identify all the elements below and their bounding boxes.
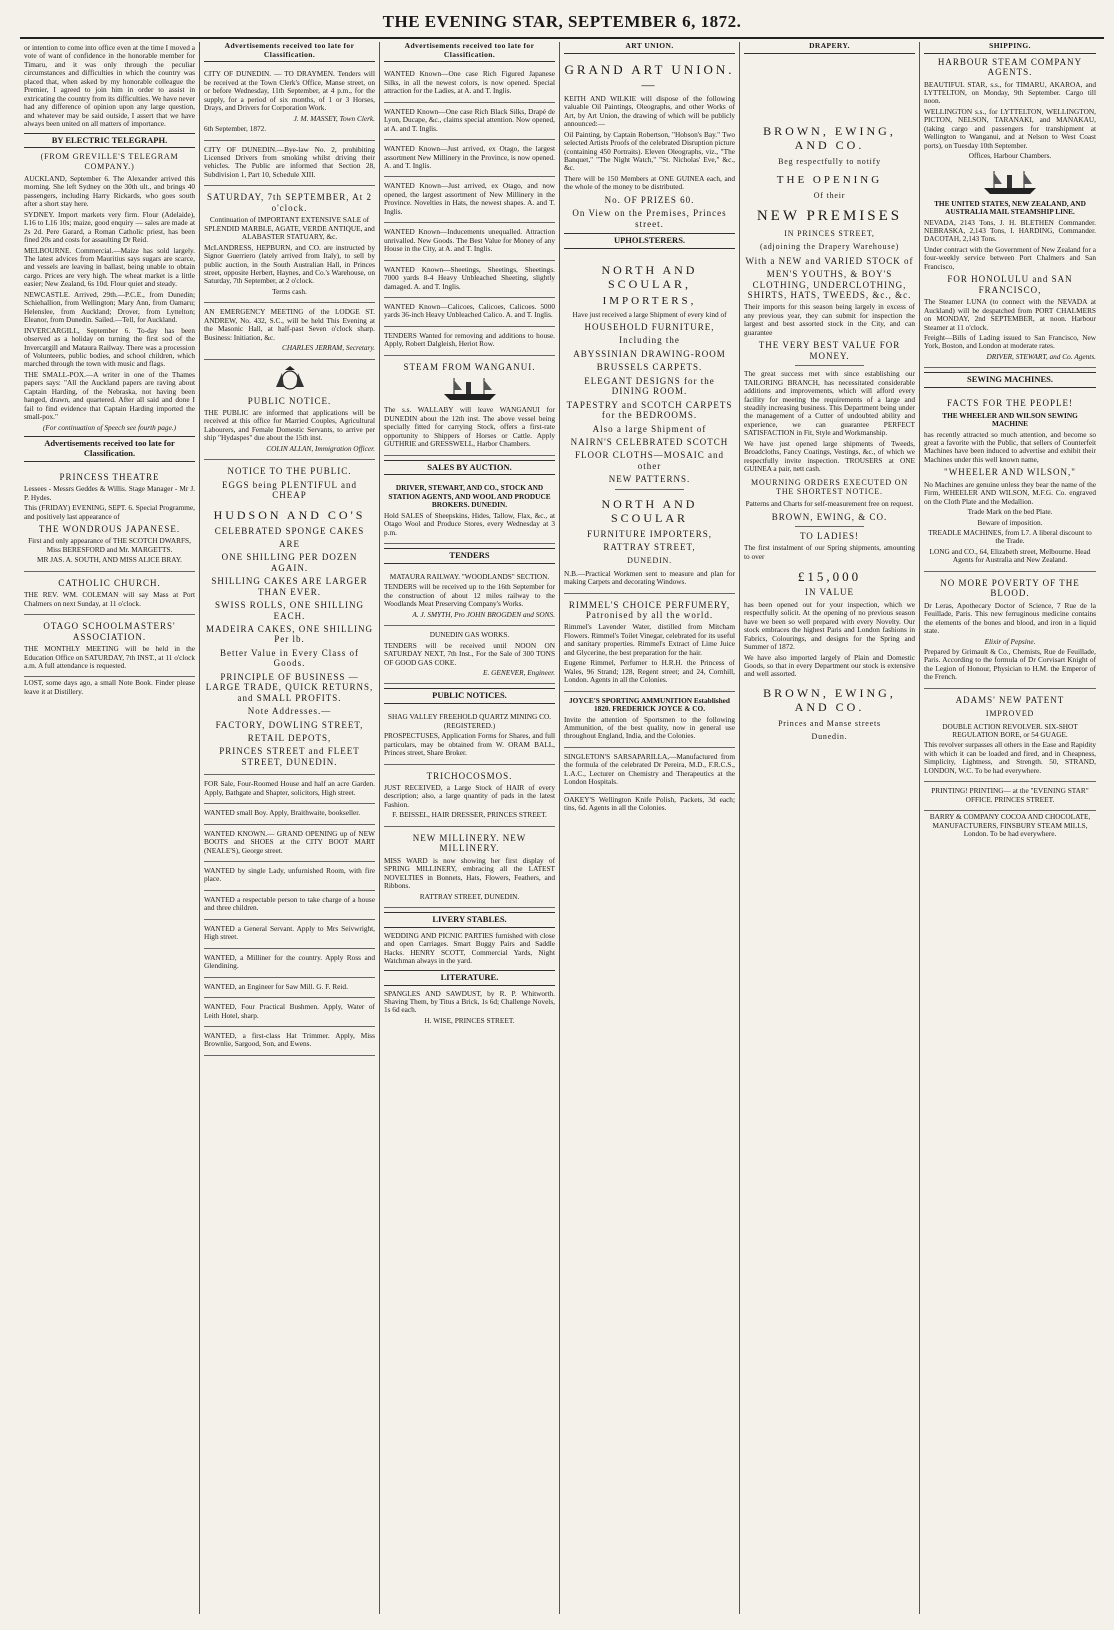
sale-body: McLANDRESS, HEPBURN, and CO. are instructed by Signor Guerriero (lately arrived from Italy), to sell by public auction, in the South Australian Hall, in Princes street, opposite Herbert, Haynes, and Co.'s Warehouse, on Saturday, 7th September, at 2 o'clock. <box>204 242 375 286</box>
wanted-ad <box>204 825 375 862</box>
rimmel-body: Rimmel's Lavender Water, distilled from Mitcham Flowers. Rimmel's Toilet Vinegar, celebrated for its useful and sanitary properties. Rimmel's Extract of Lime Juice and Glycerine, the best preparation for the hair. <box>564 622 735 657</box>
sale-date: SATURDAY, 7th SEPTEMBER, At 2 o'clock. <box>206 192 373 213</box>
bec-mourning: MOURNING ORDERS EXECUTED ON THE SHORTEST NOTICE. <box>751 477 908 496</box>
inglis-text: WANTED Known—Inducements unequalled. Attraction unrivalled. New Goods. The Best Value for Money of any House in the City, at A. and T. Inglis. <box>384 227 555 254</box>
wheeler-genuine: No Machines are genuine unless they bear the name of the Firm, WHEELER AND WILSON, M.F.G. Co. engraved on the Cloth Plate and the Medallion. <box>924 479 1096 506</box>
tricho-signature: F. BEISSEL, HAIR DRESSER, PRINCES STREET. <box>392 810 547 820</box>
gas-ad <box>384 626 555 684</box>
ladies-value: IN VALUE <box>805 587 854 598</box>
ns2-title: NORTH AND SCOULAR <box>601 496 698 525</box>
ns-item: ELEGANT DESIGNS for the DINING ROOM. <box>584 375 715 397</box>
adams-body: This revolver surpasses all others in the Ease and Rapidity with which it can be loaded and fired, and in Cheapness, Simplicity, Lightness, and Strength. 50, STRAND, LONDON, W.C. To be had everywhere. <box>924 740 1096 775</box>
column-1 <box>20 42 200 1614</box>
spacer <box>744 57 915 117</box>
driver-body: Hold SALES of Sheepskins, Hides, Tallow, Flax, &c., at Otago Wool and Produce Stores, every Wednesday at 3 p.m. <box>384 510 555 537</box>
draymen-ad <box>204 65 375 140</box>
column-6-heading: SHIPPING. <box>924 42 1096 54</box>
oakey-ad: OAKEY'S Wellington Knife Polish, Packets, 3d each; tins, 6d. Agents in all the Colonies. <box>564 794 735 813</box>
railway-title: MATAURA RAILWAY. "WOODLANDS" SECTION. <box>389 571 550 581</box>
bec-title: BROWN, EWING, AND CO. <box>763 123 896 152</box>
column-3-heading: Advertisements received too late for Classification. <box>384 42 555 62</box>
draymen-body: CITY OF DUNEDIN. — TO DRAYMEN. Tenders will be received at the Town Clerk's Office, Manse street, on or before Wednesday, 11th September, at 4 p.m., for the supply, for a period of six months, of 1 or 3 Horses, Drays, and Drivers for Corporation Work. <box>204 69 375 113</box>
bec-with: With a NEW and VARIED STOCK of <box>745 255 914 266</box>
otago-title: OTAGO SCHOOLMASTERS' ASSOCIATION. <box>43 621 176 642</box>
wanted-text: WANTED KNOWN.— GRAND OPENING up of NEW BOOTS and SHOES at the CITY BOOT MART (NEALE'S), George street. <box>204 828 375 855</box>
upholsterers-heading: UPHOLSTERERS. <box>564 233 735 249</box>
ns-item: Including the <box>619 335 680 346</box>
ns-item: FLOOR CLOTHS—MOSAIC and other <box>574 450 724 471</box>
draymen-signature: J. M. MASSEY, Town Clerk. <box>293 113 375 123</box>
auction-heading: SALES BY AUCTION. <box>384 460 555 476</box>
inglis-ad <box>384 223 555 260</box>
shag-valley-ad <box>384 708 555 764</box>
column-6 <box>920 42 1100 1614</box>
millinery-title: NEW MILLINERY. NEW MILLINERY. <box>412 832 527 854</box>
sarsaparilla-ad <box>564 748 735 794</box>
theatre-title: PRINCESS THEATRE <box>59 471 160 482</box>
wheeler-wilson-ad <box>924 392 1096 572</box>
adams-improved: IMPROVED <box>985 709 1035 719</box>
rimmel-signature: Eugene Rimmel, Perfumer to H.R.H. the Princess of Wales, 96 Strand; 128, Regent street; and 24, Cornhill, London. Agents in all the Colonies. <box>564 658 735 685</box>
wheeler-body: has recently attracted so much attention, and become so great a favorite with the Public, that sellers of Counterfeit Machines have been induced to advertise and exhibit their Machines under this well known name, <box>924 429 1096 464</box>
wanted-ad <box>204 998 375 1027</box>
bec-patterns: Patterns and Charts for self-measurement free on request. <box>745 499 914 509</box>
ns-importers: IMPORTERS, <box>602 294 697 307</box>
public-notice-title: PUBLIC NOTICE. <box>247 395 332 406</box>
pepsine-title: Elixir of Pepsine. <box>984 636 1036 646</box>
harbour-steam-title: HARBOUR STEAM COMPANY AGENTS. <box>937 56 1083 78</box>
wheeler-agents: LONG and CO., 64, Elizabeth street, Melbourne. Head Agents for Australia and New Zealand. <box>929 546 1091 565</box>
bec-the-opening: THE OPENING <box>776 173 883 186</box>
wheeler-quote: "WHEELER AND WILSON," <box>944 467 1076 478</box>
wanted-ad <box>204 775 375 804</box>
sarsaparilla-body: SINGLETON'S SARSAPARILLA,—Manufactured from the formula of the celebrated Dr Pereira, M.D., F.R.C.S., L.A.C., Lecturer on Chemistry and Therapeutics at the London Hospitals. <box>564 751 735 787</box>
hudson-line: PRINCES STREET and FLEET STREET, DUNEDIN. <box>219 746 360 767</box>
mail-line-luna: The Steamer LUNA (to connect with the NEVADA at Auckland) will be despatched from PORT CHALMERS on MONDAY, 2nd SEPTEMBER, at noon. Harbour Steamer at 11 o'clock. <box>924 297 1096 332</box>
art-union-body: KEITH AND WILKIE will dispose of the following valuable Oil Paintings, Oleographs, and other Works of Art, by Art Union, the drawing of which will be publicly announced:— <box>564 93 735 129</box>
trichocosmos-ad <box>384 765 555 827</box>
public-notice-body: THE PUBLIC are informed that applications will be received at this office for Married Couples, Agricultural Labourers, and Female Domestic Servants, to arrive per ship "Hydaspes" due about the 15th inst. <box>204 408 375 443</box>
wellington-steamer: WELLINGTON s.s., for LYTTELTON, WELLINGTON, PICTON, NELSON, TARANAKI, and MANAKAU, (taking cargo and passengers for transhipment at Wellington to Wanganui, and at Nelson to West Coast ports), on Tuesday 10th September. <box>924 106 1096 150</box>
lost-ad: LOST, some days ago, a small Note Book. Finder please leave it at Distillery. <box>24 678 195 696</box>
wheeler-title: THE WHEELER AND WILSON SEWING MACHINE <box>942 410 1078 429</box>
ns-item: Also a large Shipment of <box>592 423 707 434</box>
literature-signature: H. WISE, PRINCES STREET. <box>424 1015 515 1025</box>
ladies-amount: £15,000 <box>797 569 862 585</box>
wanted-text: WANTED, a first-class Hat Trimmer. Apply, Miss Brownlie, Sargood, Son, and Ewens. <box>204 1030 375 1049</box>
tenders-ad <box>384 327 555 356</box>
theatre-lessees: Lessees - Messrs Geddes & Willis. Stage Manager - Mr J. P. Hydes. <box>24 484 195 502</box>
ns-item: NAIRN'S CELEBRATED SCOTCH <box>570 436 729 447</box>
facts-title: FACTS FOR THE PEOPLE! <box>947 398 1073 409</box>
column-4 <box>560 42 740 1614</box>
shag-body: PROSPECTUSES, Application Forms for Shares, and full particulars, may be obtained from W. ORAM BALL, Princes street, Share Broker. <box>384 731 555 758</box>
railway-body: TENDERS will be received up to the 16th September for the construction of about 12 miles railway to the Woodlands Meat Preserving Company's Works. <box>384 582 555 609</box>
north-scoular-ad <box>564 253 735 594</box>
draymen-date: 6th September, 1872. <box>204 124 267 134</box>
mail-line-freight: Freight—Bills of Lading issued to San Francisco, New York, Boston, and London at moderate rates. <box>924 332 1096 351</box>
hudson-title: HUDSON AND CO'S <box>213 507 366 522</box>
leras-ad <box>924 572 1096 689</box>
joyce-ad <box>564 692 735 748</box>
wanted-ad <box>204 1027 375 1056</box>
otago-body: THE MONTHLY MEETING will be held in the Education Office on SATURDAY, 7th INST., at 11 o'clock a.m. A full attendance is requested. <box>24 644 195 670</box>
news-auckland: AUCKLAND, September 6. The Alexander arrived this morning. She left Sydney on the 30th ult., and brings 40 passengers, including Harry Rickards, who goes south after a short stay here. <box>24 173 195 209</box>
adams-title: ADAMS' NEW PATENT <box>955 694 1065 705</box>
tricho-body: JUST RECEIVED, a Large Stock of HAIR of every description; also, a large quantity of pads in the latest Fashion. <box>384 783 555 809</box>
steamer-title: STEAM FROM WANGANUI. <box>403 361 536 372</box>
art-union-prizes: No. OF PRIZES 60. <box>604 194 695 205</box>
steamship-icon <box>440 376 500 402</box>
millinery-ad <box>384 827 555 908</box>
ns-title: NORTH AND SCOULAR, <box>601 263 698 291</box>
railway-ad <box>384 568 555 626</box>
speech-continuation: or intention to come into office even at the time I moved a vote of want of confidence in the honorable member for Timaru, and it was only through the peculiar circumstances and difficulties in which the country was placed that, when asked by my honorable colleague the Premier, I agreed to join him in order to assist in extricating the country from its difficulties. We have never had any difference of opinion upon any large question, and whatever may be said outside, I assert that we have always been united on all matters of importance. <box>24 43 195 129</box>
rimmel-ad <box>564 594 735 692</box>
inglis-text: WANTED Known—Sheetings, Sheetings, Sheetings. 7000 yards 8-4 Heavy Unbleached Sheeting, slightly damaged. A. and T. Inglis. <box>384 264 555 291</box>
driver-stewart-ad <box>384 479 555 544</box>
hudson-line: SHILLING CAKES ARE LARGER THAN EVER. <box>211 576 368 597</box>
gas-title: DUNEDIN GAS WORKS. <box>429 630 510 640</box>
mail-line-contract: Under contract with the Government of New Zealand for a four-weekly service between Port Chalmers and San Francisco, <box>924 244 1096 271</box>
pepsine-body: Prepared by Grimault & Co., Chemists, Rue de Feuillade, Paris. According to the formula of Dr Corvisart Knight of the Legion of Honour, Physician to H.M. the Emperor of the French. <box>924 646 1096 682</box>
bec-opened: We have just opened large shipments of Tweeds, Broadcloths, Fancy Coatings, Vestings, &c., of which we respectfully invite inspection. TROUSERS at ONE GUINEA a pair, nett cash. <box>744 438 915 474</box>
steamer-ad <box>384 356 555 456</box>
public-notice-signature: COLIN ALLAN, Immigration Officer. <box>266 443 375 453</box>
literature-heading: LITERATURE. <box>384 970 555 986</box>
bec-city: Dunedin. <box>811 732 848 742</box>
art-union-works: Oil Painting, by Captain Robertson, "Hobson's Bay." Two selected Artists Proofs of the celebrated Disruption picture (containing 450 Portraits). Eleven Oleographs, viz., "The Banquet," "The Night Watch," "St. Nicholas' Eve," &c., &c. <box>564 129 735 173</box>
tenders-text: TENDERS Wanted for removing and additions to house. Apply, Robert Dalgleish, Heriot Row. <box>384 330 555 349</box>
otago-ad <box>24 615 195 677</box>
livery-heading: LIVERY STABLES. <box>384 912 555 928</box>
hudson-line: MADEIRA CAKES, ONE SHILLING Per lb. <box>206 624 373 645</box>
beautiful-star: BEAUTIFUL STAR, s.s., for TIMARU, AKAROA, and LYTTELTON, on Monday, 9th September. Cargo till noon. <box>924 79 1096 106</box>
wanted-ad <box>204 920 375 949</box>
catholic-ad <box>24 572 195 615</box>
wanted-ad <box>204 949 375 978</box>
news-smallpox: THE SMALL-POX.—A writer in one of the Thames papers says: "All the Auckland papers are raving about Captain Harding, of the Nebraska, not having been hanged, drawn, and quartered. After all said and done I fail to find evidence that Captain Harding imported the small-pox." <box>24 369 195 422</box>
bec-value: THE VERY BEST VALUE FOR MONEY. <box>758 340 901 361</box>
gas-body: TENDERS will be received until NOON ON SATURDAY NEXT, 7th Inst., For the Sale of 300 TONS OF GOOD GAS COKE. <box>384 640 555 667</box>
wanted-text: FOR Sale, Four-Roomed House and half an acre Garden. Apply, Bathgate and Shapter, solicitors, High street. <box>204 779 375 797</box>
ns-item: ABYSSINIAN DRAWING-ROOM <box>573 348 726 359</box>
mail-line-ad <box>924 163 1096 369</box>
tricho-title: TRICHOCOSMOS. <box>426 770 513 781</box>
art-union-view: On View on the Premises, Princes street. <box>572 208 727 229</box>
poverty-body: Dr Leras, Apothecary Doctor of Science, 7 Rue de la Feuillade, Paris. This new ferruginous medicine contains the elements of the bones and blood, and iron in a liquid state. <box>924 600 1096 636</box>
literature-body: SPANGLES AND SAWDUST, by R. P. Whitworth. Shaving Them, by Titus a Brick, 1s 6d; Challenge Novels, 1s 6d each. <box>384 988 555 1015</box>
theatre-dwarfs: First and only appearance of THE SCOTCH DWARFS, Miss BERESFORD and Mr. MARGETTS. <box>28 536 191 554</box>
bec-imports: Their imports for this season being largely in excess of any previous year, they can submit for inspection the largest and best assorted stock in the City, and can guarantee <box>744 302 915 337</box>
news-invercargill: INVERCARGILL, September 6. To-day has been observed as a holiday on turning the first sod of the Invercargill and Mataura Railway. There was a procession of Volunteers, public bodies, and school children, which marched through the town with music and flags. <box>24 325 195 369</box>
sale-subtitle: Continuation of IMPORTANT EXTENSIVE SALE of SPLENDID MARBLE, AGATE, VERDE ANTIQUE, and ALABASTER STATUARY, &c. <box>204 215 375 242</box>
lodge-body: AN EMERGENCY MEETING of the LODGE ST. ANDREW, No. 432, S.C., will be held This Evening at the Masonic Hall, at half-past Seven o'clock sharp. Business: Initiation, &c. <box>204 307 375 342</box>
news-newcastle: NEWCASTLE. Arrived, 29th.—P.C.E., from Dunedin; Schiehallion, from Wellington; Mary Ann, from Oamaru; Helenslee, from Auckland; Drover, from Lyttelton; Eleanor, from Dunedin. Sailed.—Tell, for Auckland. <box>24 289 195 325</box>
millinery-address: RATTRAY STREET, DUNEDIN. <box>419 891 520 901</box>
lodge-signature: CHARLES JERRAM, Secretary. <box>282 343 375 353</box>
catholic-title: CATHOLIC CHURCH. <box>58 577 161 588</box>
royal-crest-icon <box>270 365 310 393</box>
wheeler-treadle: TREADLE MACHINES, from L7. A liberal discount to the Trade. <box>928 528 1092 546</box>
gas-signature: E. GENEVER, Engineer. <box>483 668 555 678</box>
column-2-heading: Advertisements received too late for Classification. <box>204 42 375 62</box>
ladies-instal: The first instalment of our Spring shipments, amounting to over <box>744 543 915 561</box>
driver-title: DRIVER, STEWART, AND CO., STOCK AND STATION AGENTS, AND WOOL AND PRODUCE BROKERS. DUNEDIN. <box>388 483 551 510</box>
inglis-ad <box>384 103 555 140</box>
immigration-ad <box>204 360 375 461</box>
ns-item: TAPESTRY and SCOTCH CARPETS for the BEDROOMS. <box>566 399 733 421</box>
printing-text: PRINTING! PRINTING— at the "EVENING STAR" OFFICE. PRINCES STREET. <box>931 786 1089 804</box>
theatre-names: MR JAS. A. SOUTH, AND MISS ALICE BRAY. <box>37 555 182 565</box>
ns2-subtitle: FURNITURE IMPORTERS, <box>587 528 712 539</box>
inglis-ad <box>384 65 555 102</box>
steamship-icon <box>980 170 1040 196</box>
inglis-ad <box>384 261 555 298</box>
inglis-text: WANTED Known—One case Rich Black Silks, Drapé de Lyon, Ducape, &c., claims special attention. Now opened, at A. and T. Inglis. <box>384 106 555 133</box>
wheeler-beware: Beware of imposition. <box>977 517 1043 527</box>
wanted-text: WANTED a General Servant. Apply to Mrs Seivwright, High street. <box>204 923 375 942</box>
wanted-text: WANTED by single Lady, unfurnished Room, with fire place. <box>204 865 375 884</box>
bec-stock: MEN'S YOUTHS, & BOY'S CLOTHING, UNDERCLOTHING, SHIRTS, HATS, TWEEDS, &c., &c. <box>747 269 912 301</box>
bec-premises: NEW PREMISES <box>756 207 903 224</box>
ns-item: BRUSSELS CARPETS. <box>596 362 703 373</box>
hudson-line: ARE <box>279 538 300 549</box>
inglis-text: WANTED Known—One case Rich Figured Japanese Silks, in all the newest colors, is now opened. Special attraction for the Ladies, at A. and T. Inglis. <box>384 69 555 96</box>
ladies-title: TO LADIES! <box>799 531 860 541</box>
column-2 <box>200 42 380 1614</box>
theatre-body: This (FRIDAY) EVENING, SEPT. 6. Special Programme, and positively last appearance of <box>24 503 195 521</box>
adams-revolver-ad <box>924 689 1096 782</box>
millinery-body: MISS WARD is now showing her first display of SPRING MILLINERY, embracing all the LATEST NOVELTIES in Bonnets, Hats, Flowers, Feathers, and Ribbons. <box>384 855 555 891</box>
bec-street: IN PRINCES STREET, <box>784 229 875 239</box>
ns-body: Have just received a large Shipment of every kind of <box>572 309 727 319</box>
poverty-title: NO MORE POVERTY OF THE BLOOD. <box>940 577 1080 599</box>
hudson-line: ONE SHILLING PER DOZEN AGAIN. <box>221 552 358 573</box>
telegraph-heading: BY ELECTRIC TELEGRAPH. <box>24 133 195 149</box>
ladies-imported: We have also imported largely of Plain and Domestic Goods, so that in every Department our stock is extensive and well assorted. <box>744 652 915 679</box>
catholic-body: THE REV. WM. COLEMAN will say Mass at Port Chalmers on next Sunday, at 11 o'clock. <box>24 590 195 608</box>
tenders-heading: TENDERS <box>384 548 555 564</box>
joyce-title: JOYCE'S SPORTING AMMUNITION Established 1820. FREDERICK JOYCE & CO. <box>569 695 730 714</box>
hudson-notice: NOTICE TO THE PUBLIC. <box>227 466 352 477</box>
ns-item: HOUSEHOLD FURNITURE, <box>584 322 715 333</box>
masthead: THE EVENING STAR, SEPTEMBER 6, 1872. <box>20 8 1104 39</box>
lodge-ad <box>204 303 375 359</box>
mail-line-ships: NEVADA, 2143 Tons, J. H. BLETHEN Commander. NEBRASKA, 2,143 Tons, I. HARDING, Commander. DACOTAH, 2,143 Tons. <box>924 217 1096 244</box>
wanted-text: WANTED, an Engineer for Saw Mill. G. F. Reid. <box>204 981 348 991</box>
column-5 <box>740 42 920 1614</box>
inglis-ad <box>384 177 555 223</box>
wanted-text: WANTED a respectable person to take charge of a house and three children. <box>204 894 375 913</box>
joyce-body: Invite the attention of Sportsmen to the following Ammunition, of the best quality, now in general use throughout England, India, and the Colonies. <box>564 714 735 741</box>
column-3 <box>380 42 560 1614</box>
bec-footer-title: BROWN, EWING, AND CO. <box>763 685 896 714</box>
bec-address: Princes and Manse streets <box>778 718 881 728</box>
wanted-ad <box>204 804 375 824</box>
wanted-ad <box>204 862 375 891</box>
ns2-note: N.B.—Practical Workmen sent to measure and plan for making Carpets and decorating Windows. <box>564 568 735 587</box>
inglis-ad <box>384 140 555 177</box>
divider <box>795 526 863 527</box>
rimmel-title: RIMMEL'S CHOICE PERFUMERY, Patronised by all the world. <box>568 599 731 620</box>
sewing-heading: SEWING MACHINES. <box>924 372 1096 388</box>
railway-signature: A. J. SMYTH, Pro JOHN BROGDEN and SONS. <box>412 609 555 619</box>
continuation-note: (For continuation of Speech see fourth page.) <box>42 422 177 432</box>
ns2-street: RATTRAY STREET, <box>603 541 696 552</box>
hudson-line: RETAIL DEPOTS, <box>247 732 332 743</box>
wanted-ad <box>204 891 375 920</box>
inglis-text: WANTED Known—Calicoes, Calicoes, Calicoes. 5000 yards 36-inch Heavy Unbleached Calico. A. and T. Inglis. <box>384 301 555 320</box>
wanted-text: WANTED, a Milliner for the country. Apply Ross and Glendining. <box>204 952 375 971</box>
ladies-inspect: has been opened out for your inspection, which we respectfully solicit. At the opening of no previous season have we been so well prepared with every Novelty. Our stock embraces the highest Paris and London fashions in Fabrics, Colourings, and designs for the Spring and Summer of 1872. <box>744 599 915 652</box>
hudson-ad <box>204 460 375 775</box>
bec-adjoin: (adjoining the Drapery Warehouse) <box>759 242 900 252</box>
hudson-line: PRINCIPLE OF BUSINESS — LARGE TRADE, QUICK RETURNS, and SMALL PROFITS. <box>205 671 374 703</box>
wanted-ad <box>204 978 375 998</box>
bec-signature: BROWN, EWING, & CO. <box>771 511 888 522</box>
hudson-line: SWISS ROLLS, ONE SHILLING EACH. <box>214 600 364 621</box>
barry-ad: BARRY & COMPANY COCOA AND CHOCOLATE, MANUFACTURERS, FINSBURY STEAM MILLS, London. To be had everywhere. <box>929 812 1091 839</box>
harbour-offices: Offices, Harbour Chambers. <box>968 151 1052 161</box>
art-union-title: GRAND ART UNION.— <box>564 61 735 92</box>
steamer-body: The s.s. WALLABY will leave WANGANUI for DUNEDIN about the 12th inst. The above vessel being specially fitted for carrying Stock, offers a first-rate opportunity to Shippers of Horses or Cattle. Apply GUTHRIE and GRESSWELL, Harbor Chambers. <box>384 405 555 449</box>
hudson-eggs: EGGS being PLENTIFUL and CHEAP <box>222 479 357 501</box>
columns <box>20 42 1104 1614</box>
art-union-members: There will be 150 Members at ONE GUINEA each, and the whole of the money to be distributed. <box>564 173 735 192</box>
bec-of: Of their <box>813 190 846 200</box>
shag-title: SHAG VALLEY FREEHOLD QUARTZ MINING CO. (REGISTERED.) <box>387 712 552 730</box>
column-5-heading: DRAPERY. <box>744 42 915 54</box>
ns2-city: DUNEDIN. <box>627 556 672 566</box>
livery-body: WEDDING AND PICNIC PARTIES furnished with close and open Carriages. Smart Buggy Pairs and Saddle Hacks. HENRY SCOTT, Commercial Yards, Night Watchman always in the yard. <box>384 930 555 966</box>
telegraph-source: (FROM GREVILLE'S TELEGRAM COMPANY.) <box>40 152 179 171</box>
sale-terms: Terms cash. <box>272 286 307 296</box>
mail-line-agents: DRIVER, STEWART, and Co. Agents. <box>986 351 1096 361</box>
ads-heading: Advertisements received too late for Classification. <box>24 436 195 462</box>
column-4-heading: ART UNION. <box>564 42 735 54</box>
news-sydney: SYDNEY. Import markets very firm. Flour (Adelaide), L16 to L16 10s; maize, good enquiry — sales are made at 2s 2d. Pere Garard, a Roman Catholic priest, has been fined 20s and costs for assaulting Dr Reid. <box>24 209 195 245</box>
adams-revolver: DOUBLE ACTION REVOLVER. SIX-SHOT REGULATION BORE, or 54 GUAGE. <box>942 721 1078 739</box>
theatre-ad <box>24 466 195 572</box>
statuary-sale-ad <box>204 186 375 303</box>
inglis-text: WANTED Known—Just arrived, ex Otago, and now opened, the largest assortment of New Millinery in the Province. Novelties in Hats, the newest shapes. A. and T. Inglis. <box>384 181 555 216</box>
theatre-act: THE WONDROUS JAPANESE. <box>38 524 181 535</box>
inglis-ad <box>384 298 555 327</box>
hudson-line: Note Addresses.— <box>247 706 332 717</box>
bec-beg: Beg respectfully to notify <box>778 156 881 166</box>
mail-line-title: THE UNITED STATES, NEW ZEALAND, AND AUSTRALIA MAIL STEAMSHIP LINE. <box>934 198 1086 217</box>
bec-success: The great success met with since establishing our TAILORING BRANCH, has necessitated considerable additions and improvements, which will afford every facility for meeting the requirements of a large and steadily increasing business. This Department being under the management of a Cutter of undoubted ability and experience, we can guarantee PERFECT SATISFACTION in Fit, Style and Workmanship. <box>744 369 915 438</box>
hudson-line: FACTORY, DOWLING STREET, <box>215 719 364 730</box>
wanted-text: WANTED, Four Practical Bushmen. Apply, Water of Leith Hotel, sharp. <box>204 1002 375 1020</box>
mail-line-destination: FOR HONOLULU and SAN FRANCISCO, <box>947 274 1073 295</box>
byelaw-ad <box>204 141 375 187</box>
inglis-text: WANTED Known—Just arrived, ex Otago, the largest assortment New Millinery in the Province, is now opened. A. and T. Inglis. <box>384 144 555 170</box>
printing-ad <box>924 782 1096 811</box>
divider <box>615 489 683 490</box>
wheeler-trademark: Trade Mark on the bed Plate. <box>967 507 1053 517</box>
byelaw-body: CITY OF DUNEDIN.—Bye-law No. 2, prohibiting Licensed Drivers from smoking whilst driving their vehicles. The Public are informed that Section 28, Subdivision 1, Part 10, Schedule XIII. <box>204 144 375 179</box>
wanted-text: WANTED small Boy. Apply, Braithwaite, bookseller. <box>204 808 361 818</box>
news-melbourne: MELBOURNE. Commercial.—Maize has sold largely. The latest advices from Mauritius says sugars are scarce, and vessels are leaving in ballast, being unable to obtain cargo. Prices are very high. The wheat market is a little easier; New Zealand, 6s 10d. Flour quiet and steady. <box>24 245 195 289</box>
ns-item: NEW PATTERNS. <box>608 474 691 485</box>
hudson-subtitle: CELEBRATED SPONGE CAKES <box>214 525 365 536</box>
hudson-line: Better Value in Every Class of Goods. <box>219 647 360 669</box>
divider <box>795 365 863 366</box>
public-notices-heading: PUBLIC NOTICES. <box>384 688 555 704</box>
